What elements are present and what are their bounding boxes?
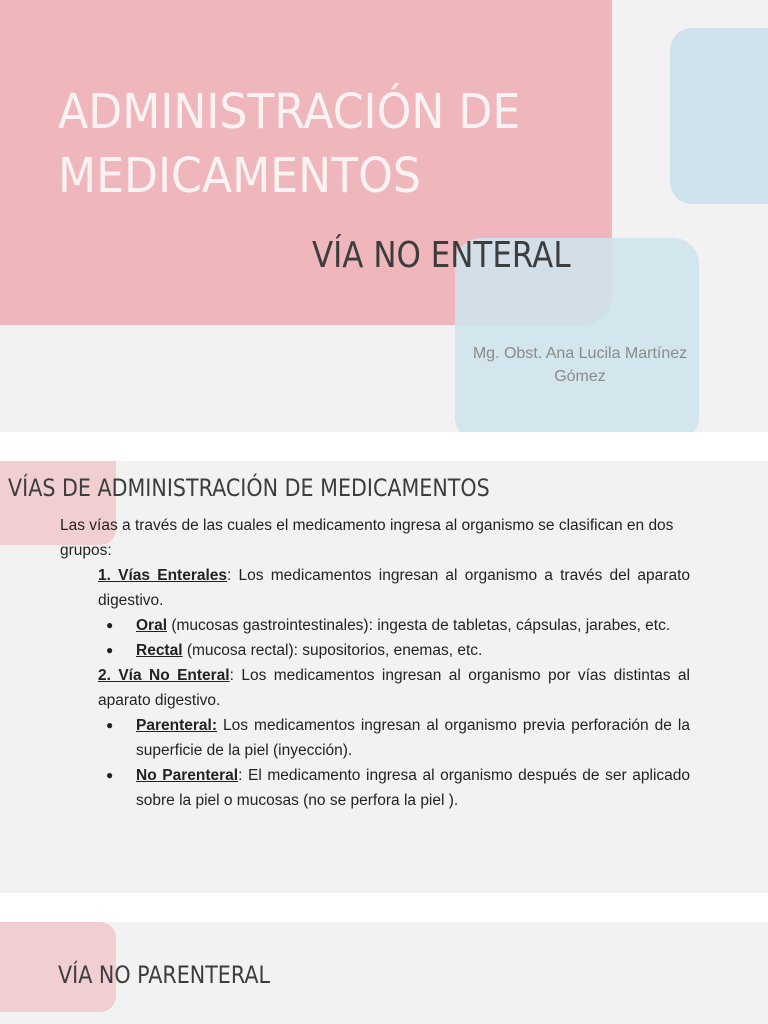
item-text: Los medicamentos ingresan al organismo previa perforación de la superficie de la piel (inyección). bbox=[136, 717, 690, 759]
author-line-1: Mg. Obst. Ana Lucila Martínez bbox=[472, 345, 688, 362]
enteral-list bbox=[60, 613, 690, 663]
bullet-icon: ● bbox=[106, 718, 114, 732]
list-item bbox=[98, 713, 690, 763]
item-label: Rectal bbox=[136, 642, 183, 659]
item-label: No Parenteral bbox=[136, 767, 239, 784]
list-item bbox=[98, 613, 690, 638]
group-no-enteral-text: : Los medicamentos ingresan al organismo por vías distintas al aparato digestivo. bbox=[98, 667, 690, 709]
section-title: VÍA NO PARENTERAL bbox=[58, 961, 270, 989]
title-line-1: ADMINISTRACIÓN DE bbox=[58, 84, 521, 140]
bullet-icon: ● bbox=[106, 768, 114, 782]
presentation-title bbox=[58, 80, 536, 208]
presentation-subtitle: VÍA NO ENTERAL bbox=[312, 235, 571, 276]
group-enteral bbox=[60, 563, 690, 613]
section-title: VÍAS DE ADMINISTRACIÓN DE MEDICAMENTOS bbox=[8, 474, 490, 502]
decorative-blue-square-top bbox=[670, 28, 768, 204]
intro-paragraph: Las vías a través de las cuales el medicamento ingresa al organismo se clasifican en dos grupos: bbox=[60, 517, 674, 559]
bullet-icon: ● bbox=[106, 618, 114, 632]
group-enteral-text: : Los medicamentos ingresan al organismo a través del aparato digestivo. bbox=[98, 567, 690, 609]
group-enteral-label: 1. Vías Enterales bbox=[98, 567, 228, 584]
item-label: Parenteral: bbox=[136, 717, 217, 734]
section-slide bbox=[0, 922, 768, 1024]
item-text: : El medicamento ingresa al organismo después de ser aplicado sobre la piel o mucosas (no se perfora la piel ). bbox=[136, 767, 690, 809]
group-no-enteral bbox=[60, 663, 690, 713]
author-name bbox=[462, 342, 698, 388]
list-item bbox=[98, 638, 690, 663]
slide-body bbox=[60, 513, 690, 813]
no-enteral-list bbox=[60, 713, 690, 813]
group-no-enteral-label: 2. Vía No Enteral bbox=[98, 667, 230, 684]
item-text: (mucosa rectal): supositorios, enemas, etc. bbox=[182, 642, 483, 659]
content-slide bbox=[0, 461, 768, 893]
title-line-2: MEDICAMENTOS bbox=[58, 148, 421, 204]
item-text: (mucosas gastrointestinales): ingesta de tabletas, cápsulas, jarabes, etc. bbox=[167, 617, 671, 634]
item-label: Oral bbox=[136, 617, 168, 634]
bullet-icon: ● bbox=[106, 643, 114, 657]
author-line-2: Gómez bbox=[554, 368, 606, 385]
title-slide bbox=[0, 0, 768, 432]
list-item bbox=[98, 763, 690, 813]
